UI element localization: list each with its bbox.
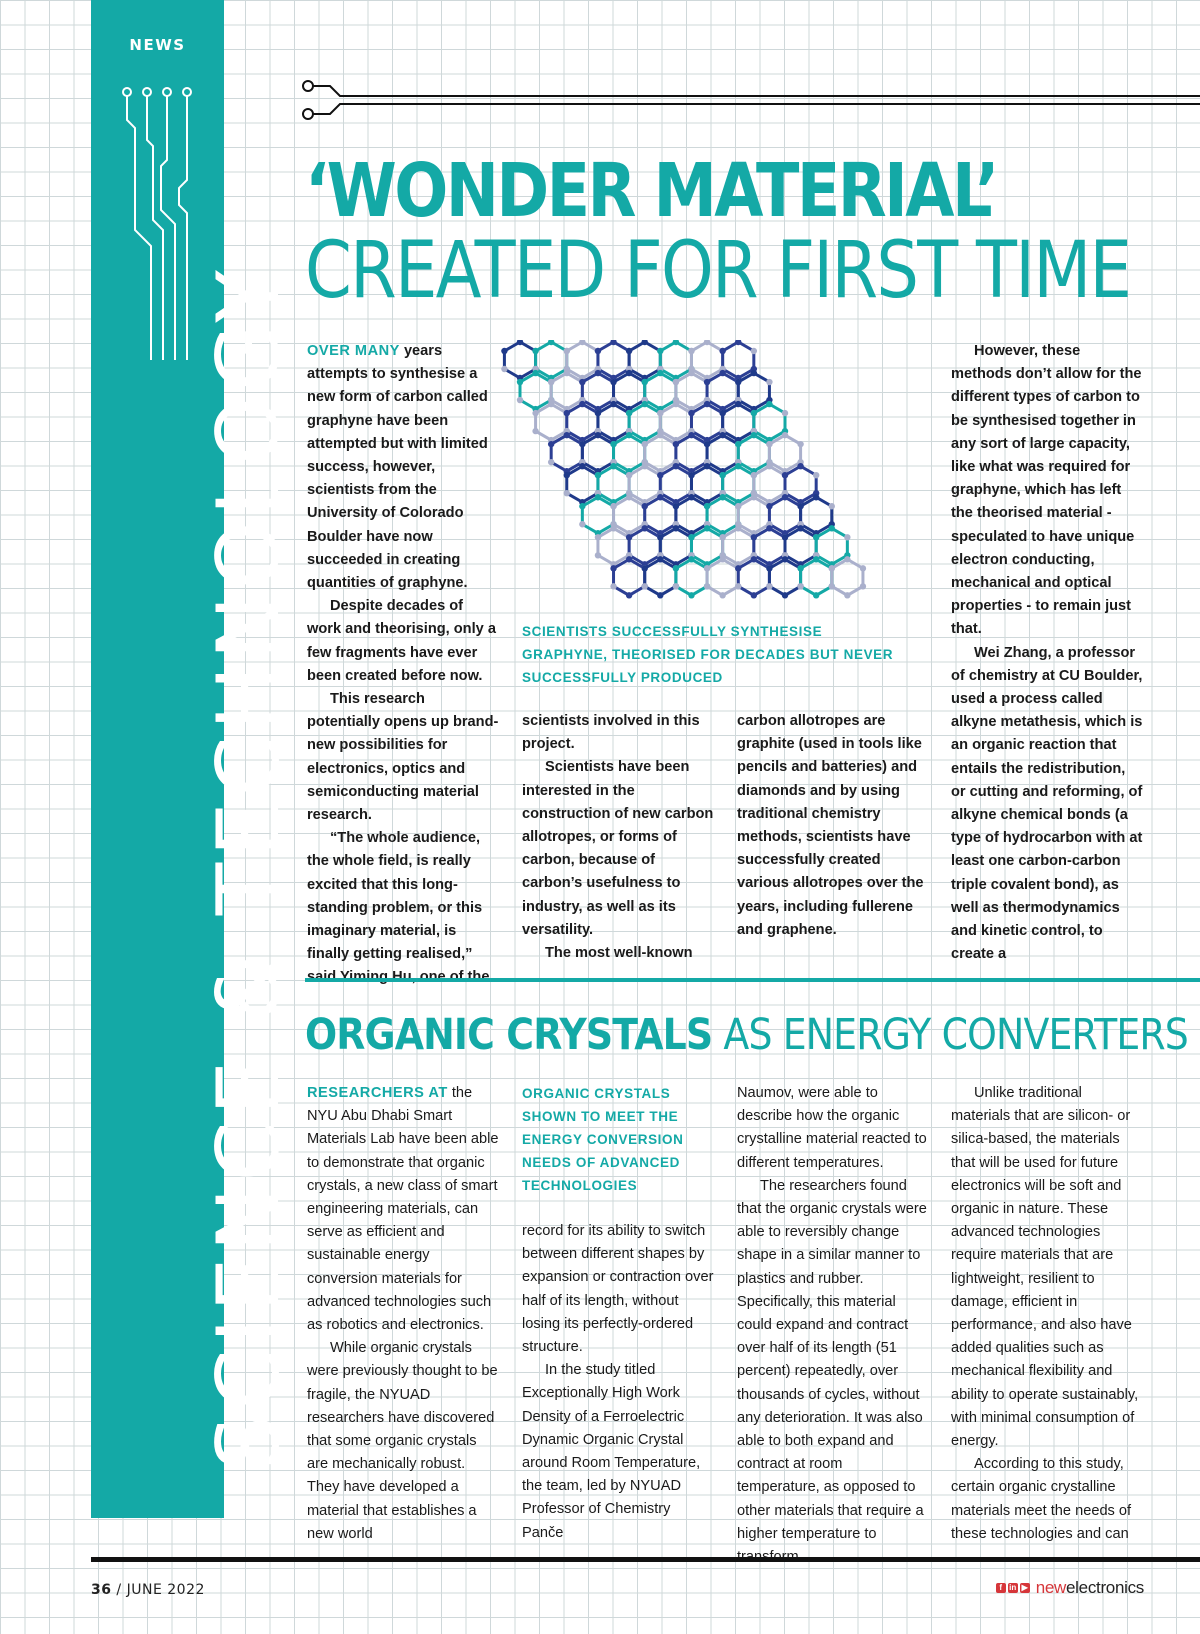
lattice-atom — [688, 432, 694, 438]
lattice-atom — [766, 401, 772, 407]
lattice-hexagon — [723, 404, 754, 440]
lattice-hexagon — [769, 497, 800, 533]
lattice-atom — [813, 534, 819, 540]
lattice-atom — [610, 503, 616, 509]
lattice-atom — [642, 525, 648, 531]
article1-col4-p2: Wei Zhang, a professor of chemistry at CU Boulder, used a process called alkyne metathesis, which is an organic reaction that entails the redistribution, or cutting and reforming, of alkyne chemical bonds (a type of hydrocarbon with at least one carbon-carbon triple covalent bond), as well as thermodynamics and kinetic control, to create a — [951, 644, 1143, 963]
lattice-hexagon — [614, 373, 645, 409]
lattice-atom — [642, 401, 648, 407]
lattice-atom — [657, 348, 663, 354]
lattice-atom — [829, 503, 835, 509]
lattice-hexagon — [691, 404, 722, 440]
footer-brand — [996, 1578, 1144, 1598]
article1-headline-line1: ‘WONDER MATERIAL’ — [305, 148, 997, 234]
lattice-atom — [626, 592, 632, 598]
lattice-atom — [610, 525, 616, 531]
article2-col2-p1: record for its ability to switch between different shapes by expansion or contraction over half of its length, without losing its perfectly-ordered structure. — [522, 1223, 714, 1356]
lattice-hexagon — [551, 373, 582, 409]
lattice-atom — [501, 348, 507, 354]
lattice-hexagon — [801, 497, 832, 533]
header-lines-icon — [300, 80, 1200, 120]
lattice-atom — [688, 494, 694, 500]
lattice-hexagon — [520, 373, 551, 409]
article2-column-3 — [737, 1082, 929, 1569]
graphyne-lattice-image — [500, 340, 930, 620]
lattice-hexagon — [660, 404, 691, 440]
lattice-atom — [595, 370, 601, 376]
article1-col2-p3: The most well-known — [545, 945, 693, 962]
lattice-hexagon — [660, 466, 691, 502]
article2-headline-light: AS ENERGY CONVERTERS — [712, 1010, 1188, 1060]
article1-col1-p1: years attempts to synthesise a new form of carbon called graphyne have been attempted but with limited success, however, scientists from the University of Colorado Boulder have now succeeded in creating quantities of graphyne. — [307, 343, 488, 592]
lattice-hexagon — [769, 559, 800, 595]
lattice-atom — [532, 428, 538, 434]
lattice-atom — [642, 583, 648, 589]
lattice-atom — [719, 348, 725, 354]
lattice-hexagon — [582, 435, 613, 471]
lattice-hexagon — [707, 497, 738, 533]
lattice-atom — [735, 503, 741, 509]
lattice-atom — [688, 410, 694, 416]
lattice-hexagon — [707, 373, 738, 409]
lattice-hexagon — [676, 497, 707, 533]
lattice-hexagon — [645, 435, 676, 471]
lattice-hexagon — [629, 404, 660, 440]
lattice-atom — [642, 565, 648, 571]
lattice-atom — [642, 441, 648, 447]
lattice-atom — [797, 441, 803, 447]
lattice-atom — [735, 525, 741, 531]
lattice-atom — [751, 432, 757, 438]
lattice-hexagon — [691, 466, 722, 502]
lattice-atom — [782, 494, 788, 500]
lattice-atom — [688, 534, 694, 540]
lattice-atom — [657, 556, 663, 562]
lattice-atom — [610, 379, 616, 385]
lattice-atom — [829, 583, 835, 589]
brand-new: new — [1035, 1578, 1067, 1597]
lattice-atom — [564, 490, 570, 496]
lattice-atom — [626, 432, 632, 438]
lattice-atom — [532, 410, 538, 416]
article2-col3-p1: Naumov, were able to describe how the organic crystalline material reacted to different temperatures. — [737, 1085, 927, 1171]
lattice-atom — [844, 592, 850, 598]
article2-col4-p2: According to this study, certain organic crystalline materials meet the needs of these technologies and can — [951, 1456, 1132, 1542]
lattice-atom — [564, 348, 570, 354]
lattice-atom — [517, 397, 523, 403]
lattice-atom — [657, 410, 663, 416]
lattice-atom — [766, 503, 772, 509]
article1-col1-p3: This research potentially opens up brand-new possibilities for electronics, optics and semiconducting material research. — [307, 691, 499, 824]
lattice-atom — [564, 370, 570, 376]
lattice-hexagon — [676, 435, 707, 471]
lattice-atom — [704, 565, 710, 571]
lattice-hexagon — [676, 373, 707, 409]
lattice-atom — [766, 463, 772, 469]
footer-page-info — [91, 1582, 205, 1598]
lattice-atom — [626, 370, 632, 376]
lattice-atom — [626, 348, 632, 354]
lattice-atom — [751, 592, 757, 598]
lattice-atom — [766, 379, 772, 385]
lattice-hexagon — [504, 342, 535, 378]
article1-col2-p2: Scientists have been interested in the construction of new carbon allotropes, or forms of carbon, because of carbon’s usefulness to industry, as well as its versatility. — [522, 759, 714, 938]
article1-col4-p1: However, these methods don’t allow for the different types of carbon to be synthesised together in any sort of large capacity, like what was required for graphyne, which has left the theorised material - speculated to have unique electron conducting, mechanical and optical properties - to remain just that. — [951, 343, 1142, 638]
lattice-atom — [797, 565, 803, 571]
lattice-hexagon — [598, 404, 629, 440]
lattice-atom — [688, 556, 694, 562]
issue-date: JUNE 2022 — [126, 1582, 205, 1598]
article2-pull-caption: ORGANIC CRYSTALS SHOWN TO MEET THE ENERGY CONVERSION NEEDS OF ADVANCED TECHNOLOGIES — [522, 1086, 684, 1193]
lattice-hexagon — [676, 559, 707, 595]
article1-col1-p2: Despite decades of work and theorising, only a few fragments have ever been created before now. — [307, 598, 496, 684]
lattice-hexagon — [832, 559, 863, 595]
lattice-hexagon — [754, 404, 785, 440]
lattice-hexagon — [582, 373, 613, 409]
article2-column-2 — [522, 1220, 714, 1545]
article2-column-4 — [951, 1082, 1143, 1546]
article1-column-2 — [522, 710, 714, 965]
lattice-hexagon — [598, 466, 629, 502]
lattice-atom — [844, 556, 850, 562]
lattice-atom — [688, 592, 694, 598]
lattice-atom — [657, 432, 663, 438]
lattice-atom — [782, 556, 788, 562]
lattice-hexagon — [707, 435, 738, 471]
lattice-hexagon — [598, 342, 629, 378]
lattice-atom — [704, 401, 710, 407]
lattice-hexagon — [801, 559, 832, 595]
article2-col3-p2: The researchers found that the organic crystals were able to reversibly change shape in a similar manner to plastics and rubber. Specifically, this material could expand and contract over half of its length (51 percent) repeatedly, over thousands of cycles, without any deterioration. It was also able to both expand and contract at room temperature, as opposed to other materials that require a higher temperature to — [737, 1177, 927, 1542]
lattice-atom — [657, 592, 663, 598]
lattice-atom — [704, 583, 710, 589]
lattice-hexagon — [598, 528, 629, 564]
linkedin-icon[interactable]: in — [1009, 1583, 1017, 1592]
lattice-hexagon — [629, 466, 660, 502]
lattice-atom — [813, 494, 819, 500]
article2-lead: RESEARCHERS AT — [307, 1085, 448, 1101]
lattice-atom — [844, 534, 850, 540]
lattice-atom — [704, 441, 710, 447]
lattice-atom — [564, 472, 570, 478]
lattice-atom — [782, 534, 788, 540]
lattice-atom — [548, 459, 554, 465]
lattice-atom — [579, 503, 585, 509]
footer-separator: / — [111, 1582, 127, 1598]
lattice-atom — [829, 565, 835, 571]
lattice-hexagon — [614, 435, 645, 471]
lattice-hexagon — [660, 528, 691, 564]
lattice-atom — [751, 348, 757, 354]
lattice-atom — [595, 410, 601, 416]
lattice-atom — [548, 401, 554, 407]
lattice-hexagon — [754, 528, 785, 564]
lattice-hexagon — [785, 466, 816, 502]
lattice-hexagon — [723, 466, 754, 502]
lattice-atom — [673, 565, 679, 571]
lattice-atom — [766, 441, 772, 447]
lattice-atom — [719, 556, 725, 562]
brand-electronics: electronics — [1066, 1578, 1144, 1597]
lattice-hexagon — [738, 373, 769, 409]
lattice-atom — [782, 472, 788, 478]
lattice-atom — [860, 583, 866, 589]
lattice-atom — [642, 463, 648, 469]
lattice-atom — [564, 432, 570, 438]
lattice-atom — [797, 463, 803, 469]
lattice-atom — [673, 583, 679, 589]
article2-column-1 — [307, 1082, 499, 1546]
lattice-hexagon — [614, 497, 645, 533]
lattice-atom — [673, 379, 679, 385]
lattice-atom — [782, 592, 788, 598]
lattice-atom — [610, 565, 616, 571]
lattice-atom — [860, 565, 866, 571]
article2-headline-bold: ORGANIC CRYSTALS — [305, 1010, 713, 1060]
lattice-atom — [579, 463, 585, 469]
youtube-icon[interactable]: ▶ — [1021, 1583, 1028, 1592]
lattice-atom — [688, 370, 694, 376]
lattice-atom — [532, 370, 538, 376]
facebook-icon[interactable]: f — [996, 1583, 1006, 1593]
lattice-hexagon — [536, 404, 567, 440]
lattice-hexagon — [723, 342, 754, 378]
lattice-hexagon — [723, 528, 754, 564]
lattice-hexagon — [645, 559, 676, 595]
footer-rule — [91, 1557, 1200, 1562]
article2-col1-p2: While organic crystals were previously thought to be fragile, the NYUAD researchers have discovered that some organic crystals are mechanically robust. They have developed a material that establishes a new world — [307, 1340, 498, 1542]
lattice-atom — [782, 410, 788, 416]
lattice-atom — [610, 441, 616, 447]
lattice-atom — [548, 441, 554, 447]
lattice-atom — [751, 534, 757, 540]
lattice-atom — [813, 592, 819, 598]
lattice-atom — [797, 503, 803, 509]
lattice-atom — [797, 583, 803, 589]
lattice-hexagon — [645, 497, 676, 533]
lattice-atom — [719, 432, 725, 438]
lattice-atom — [610, 583, 616, 589]
lattice-atom — [610, 463, 616, 469]
lattice-atom — [688, 472, 694, 478]
lattice-atom — [626, 494, 632, 500]
lattice-atom — [782, 432, 788, 438]
lattice-atom — [735, 401, 741, 407]
lattice-hexagon — [567, 342, 598, 378]
lattice-atom — [766, 525, 772, 531]
lattice-atom — [719, 592, 725, 598]
lattice-hexagon — [551, 435, 582, 471]
lattice-atom — [673, 401, 679, 407]
lattice-hexagon — [629, 528, 660, 564]
lattice-hexagon — [614, 559, 645, 595]
social-icons — [996, 1583, 1030, 1593]
lattice-atom — [532, 348, 538, 354]
brand-logo — [1036, 1578, 1144, 1598]
lattice-atom — [579, 521, 585, 527]
lattice-atom — [564, 410, 570, 416]
lattice-atom — [751, 472, 757, 478]
lattice-atom — [595, 494, 601, 500]
lattice-atom — [735, 463, 741, 469]
lattice-hexagon — [629, 342, 660, 378]
lattice-hexagon — [645, 373, 676, 409]
lattice-hexagon — [707, 559, 738, 595]
lattice-hexagon — [567, 404, 598, 440]
article1-col1-p4: “The whole audience, the whole field, is really excited that this long-standing problem, or this imaginary material, is finally getting realised,” — [307, 830, 483, 963]
lattice-hexagon — [738, 559, 769, 595]
article1-lead: OVER MANY — [307, 343, 400, 359]
article2-col2-p2: In the study titled Exceptionally High Work Density of a Ferroelectric Dynamic Organic Crystal around Room Temperature, the team, led by NYUAD Professor of Chemistry Panče — [522, 1362, 701, 1541]
section-sidebar — [91, 0, 299, 1518]
lattice-hexagon — [754, 466, 785, 502]
lattice-hexagon — [582, 497, 613, 533]
lattice-atom — [501, 366, 507, 372]
lattice-hexagon — [738, 497, 769, 533]
lattice-atom — [704, 463, 710, 469]
lattice-atom — [626, 556, 632, 562]
lattice-atom — [719, 534, 725, 540]
lattice-hexagon — [738, 435, 769, 471]
lattice-atom — [517, 379, 523, 385]
lattice-atom — [751, 494, 757, 500]
lattice-atom — [704, 525, 710, 531]
news-label: NEWS — [129, 36, 186, 54]
lattice-atom — [626, 472, 632, 478]
lattice-atom — [595, 432, 601, 438]
lattice-atom — [735, 441, 741, 447]
article2-headline — [305, 1010, 1188, 1060]
lattice-atom — [766, 565, 772, 571]
lattice-atom — [719, 494, 725, 500]
article1-col3-p1: carbon allotropes are graphite (used in tools like pencils and batteries) and diamonds and by using traditional chemistry methods, scientists have successfully created various allotropes over the years, including fullerene and graphene. — [737, 713, 924, 938]
lattice-hexagon — [769, 435, 800, 471]
lattice-atom — [673, 503, 679, 509]
lattice-hexagon — [660, 342, 691, 378]
lattice-atom — [751, 410, 757, 416]
section-title: SCIENCE & TECHNOLOGY — [199, 264, 299, 1470]
lattice-atom — [719, 410, 725, 416]
lattice-atom — [735, 379, 741, 385]
lattice-atom — [813, 556, 819, 562]
lattice-hexagon — [567, 466, 598, 502]
lattice-atom — [704, 379, 710, 385]
lattice-atom — [813, 472, 819, 478]
article1-column-4 — [951, 340, 1143, 966]
lattice-atom — [642, 503, 648, 509]
lattice-atom — [751, 370, 757, 376]
lattice-atom — [579, 401, 585, 407]
lattice-atom — [766, 583, 772, 589]
article2-col4-p1: Unlike traditional materials that are silicon- or silica-based, the materials that will be used for future electronics will be soft and organic in nature. These advanced technologies require materials that are lightweight, resilient to damage, efficient in performance, and also have added qualities such as mechanical flexibility and ability to operate sustainably, with minimal consumption of energy. — [951, 1085, 1139, 1450]
page-number: 36 — [91, 1582, 112, 1598]
lattice-atom — [595, 552, 601, 558]
lattice-atom — [673, 441, 679, 447]
lattice-atom — [579, 379, 585, 385]
lattice-atom — [719, 370, 725, 376]
lattice-atom — [626, 534, 632, 540]
lattice-atom — [751, 556, 757, 562]
lattice-hexagon — [536, 342, 567, 378]
lattice-atom — [657, 370, 663, 376]
lattice-atom — [673, 463, 679, 469]
lattice-atom — [657, 472, 663, 478]
lattice-atom — [797, 525, 803, 531]
lattice-atom — [688, 348, 694, 354]
lattice-atom — [595, 534, 601, 540]
lattice-atom — [829, 525, 835, 531]
lattice-hexagon — [691, 342, 722, 378]
lattice-hexagon — [785, 528, 816, 564]
lattice-hexagon — [691, 528, 722, 564]
lattice-atom — [579, 441, 585, 447]
article1-image-caption: SCIENTISTS SUCCESSFULLY SYNTHESISE GRAPHYNE, THEORISED FOR DECADES BUT NEVER SUCCESSFULLY PRODUCED — [522, 624, 894, 685]
lattice-atom — [642, 379, 648, 385]
article1-column-3 — [737, 710, 929, 942]
lattice-hexagon — [816, 528, 847, 564]
lattice-atom — [548, 379, 554, 385]
lattice-atom — [595, 348, 601, 354]
lattice-atom — [735, 583, 741, 589]
lattice-atom — [626, 410, 632, 416]
lattice-atom — [610, 401, 616, 407]
lattice-atom — [719, 472, 725, 478]
article2-col1-p1: the NYU Abu Dhabi Smart Materials Lab have been able to demonstrate that organic crystals, a new class of smart engineering materials, can serve as efficient and sustainable energy conversion materials for advanced technologies such as robotics and electronics. — [307, 1085, 499, 1334]
article1-headline-line2: CREATED FOR FIRST TIME — [305, 226, 1131, 316]
lattice-atom — [673, 525, 679, 531]
lattice-atom — [704, 503, 710, 509]
lattice-atom — [735, 565, 741, 571]
lattice-atom — [657, 534, 663, 540]
lattice-atom — [595, 472, 601, 478]
section-divider — [305, 978, 1200, 982]
article1-column-1 — [307, 340, 499, 990]
article1-col2-p1: scientists involved in this project. — [522, 713, 700, 753]
lattice-atom — [657, 494, 663, 500]
